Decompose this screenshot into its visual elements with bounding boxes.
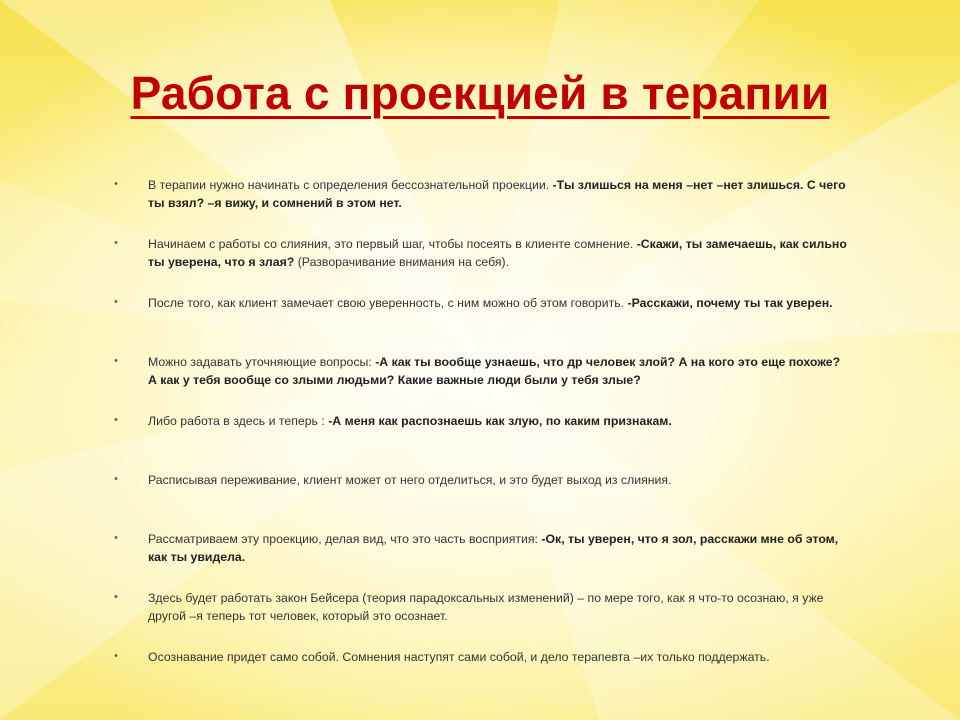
list-item [108, 294, 848, 353]
bullet-icon: • [114, 237, 118, 249]
bullet-quote: -А меня как распознаешь как злую, по каким признакам. [328, 414, 672, 428]
bullet-text: Начинаем с работы со слияния, это первый шаг, чтобы посеять в клиенте сомнение. [148, 237, 637, 251]
bullet-list [108, 176, 848, 707]
bullet-text: В терапии нужно начинать с определения бессознательной проекции. [148, 178, 553, 192]
bullet-icon: • [114, 532, 118, 544]
bullet-text: Расписывая переживание, клиент может от него отделиться, и это будет выход из слияния. [148, 473, 672, 487]
bullet-icon: • [114, 650, 118, 662]
list-item [108, 235, 848, 294]
bullet-icon: • [114, 178, 118, 190]
bullet-icon: • [114, 591, 118, 603]
bullet-text: Можно задавать уточняющие вопросы: [148, 355, 376, 369]
bullet-quote: -Скажи, ты замечаешь, как сильно ты уверена, что я злая? [148, 237, 847, 269]
list-item [108, 412, 848, 471]
list-item [108, 530, 848, 589]
page-title: Работа с проекцией в терапии [130, 67, 830, 119]
list-item [108, 589, 848, 648]
bullet-icon: • [114, 355, 118, 367]
bullet-text-after: (Разворачивание внимания на себя). [294, 255, 510, 269]
list-item [108, 648, 848, 707]
bullet-text: Либо работа в здесь и теперь : [148, 414, 329, 428]
list-item [108, 176, 848, 235]
bullet-text: После того, как клиент замечает свою уверенность, с ним можно об этом говорить. [148, 296, 628, 310]
bullet-icon: • [114, 473, 118, 485]
bullet-quote: -А как ты вообще узнаешь, что др человек злой? А на кого это еще похоже? А как у тебя вообще со злыми людьми? Какие важные люди были у тебя злые? [148, 355, 841, 387]
list-item [108, 353, 848, 412]
bullet-quote: -Ты злишься на меня –нет –нет злишься. С чего ты взял? –я вижу, и сомнений в этом нет. [148, 178, 846, 210]
bullet-icon: • [114, 296, 118, 308]
list-item [108, 471, 848, 530]
bullet-text: Рассматриваем эту проекцию, делая вид, что это часть восприятия: [148, 532, 542, 546]
bullet-icon: • [114, 414, 118, 426]
bullet-text: Осознавание придет само собой. Сомнения наступят сами собой, и дело терапевта –их только поддержать. [148, 650, 770, 664]
bullet-quote: -Ок, ты уверен, что я зол, расскажи мне об этом, как ты увидела. [148, 532, 839, 564]
bullet-quote: -Расскажи, почему ты так уверен. [627, 296, 833, 310]
bullet-text: Здесь будет работать закон Бейсера (теория парадоксальных изменений) – по мере того, как я что-то осознаю, я уже другой –я теперь тот человек, который это осознает. [148, 591, 824, 623]
